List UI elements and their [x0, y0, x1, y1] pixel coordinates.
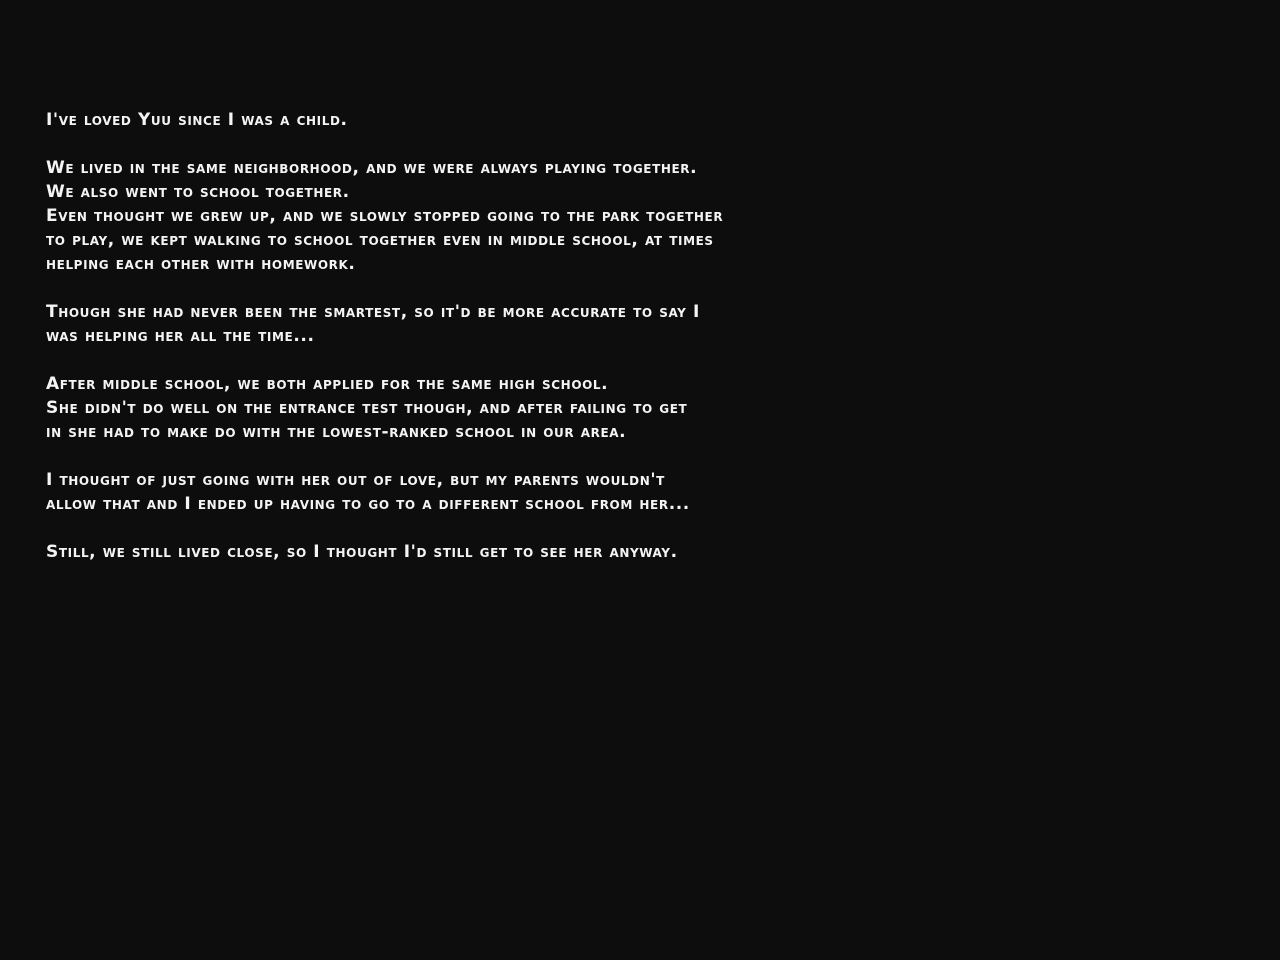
narration-line: She didn't do well on the entrance test though, and after failing to get	[46, 398, 688, 418]
narration-line: I thought of just going with her out of love, but my parents wouldn't	[46, 470, 665, 490]
paragraph-gap	[46, 348, 1246, 372]
narration-line: We also went to school together.	[46, 182, 350, 202]
narration-line: to play, we kept walking to school together even in middle school, at times	[46, 230, 714, 250]
narration-line: I've loved Yuu since I was a child.	[46, 110, 348, 130]
paragraph-gap	[46, 516, 1246, 540]
narration-line: Still, we still lived close, so I thought I'd still get to see her anyway.	[46, 542, 678, 562]
narration-line: helping each other with homework.	[46, 254, 356, 274]
paragraph-gap	[46, 276, 1246, 300]
narration-line: We lived in the same neighborhood, and we were always playing together.	[46, 158, 698, 178]
narration-line: allow that and I ended up having to go to a different school from her...	[46, 494, 690, 514]
narration-line: After middle school, we both applied for the same high school.	[46, 374, 609, 394]
narration-line: in she had to make do with the lowest-ranked school in our area.	[46, 422, 627, 442]
narration-text-block	[46, 108, 1246, 564]
paragraph-gap	[46, 444, 1246, 468]
narration-line: Though she had never been the smartest, so it'd be more accurate to say I	[46, 302, 700, 322]
paragraph-gap	[46, 132, 1246, 156]
narration-line: was helping her all the time...	[46, 326, 315, 346]
narration-line: Even thought we grew up, and we slowly stopped going to the park together	[46, 206, 724, 226]
